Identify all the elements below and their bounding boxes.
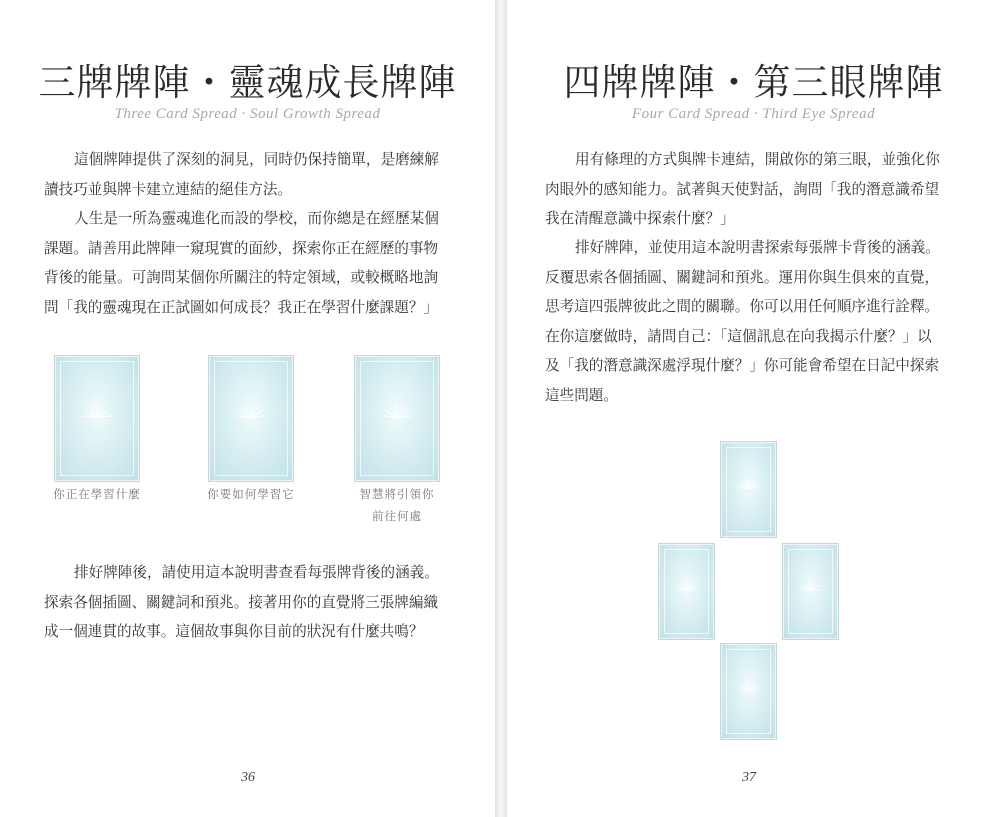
left-page-title: 三牌牌陣・靈魂成長牌陣 <box>38 61 457 104</box>
text-line: 這些問題。 <box>545 386 618 404</box>
left-body-paragraph <box>44 204 454 322</box>
text-line: 探索各個插圖、關鍵詞和預兆。接著用你的直覺將三張牌編織 <box>44 593 439 611</box>
tarot-card-left <box>658 543 715 640</box>
text-line: 背後的能量。可詢問某個你所關注的特定領域，或較概略地詢 <box>44 269 439 286</box>
text-line: 讀技巧並與牌卡建立連結的絕佳方法。 <box>44 180 293 198</box>
left-page-subtitle: Three Card Spread · Soul Growth Spread <box>114 106 381 122</box>
text-line: 我在清醒意識中探索什麼？」 <box>545 210 735 227</box>
sunburst-icon <box>736 478 762 490</box>
tarot-card-3 <box>354 355 440 482</box>
tarot-card-right <box>782 543 839 640</box>
text-line: 排好牌陣，並使用這本說明書探索每張牌卡背後的涵義。 <box>575 239 940 256</box>
right-body-paragraph <box>545 233 957 410</box>
tarot-card-2 <box>208 355 294 482</box>
right-page <box>507 0 1000 817</box>
card-1-caption: 你正在學習什麼 <box>53 487 141 501</box>
text-line: 排好牌陣後，請使用這本說明書查看每張牌背後的涵義。 <box>74 564 439 581</box>
text-line: 問「我的靈魂現在正試圖如何成長？我正在學習什麼課題？」 <box>44 298 439 316</box>
text-line: 肉眼外的感知能力。試著與天使對話，詢問「我的潛意識希望 <box>545 180 940 198</box>
tarot-card-1 <box>54 355 140 482</box>
sunburst-icon <box>674 580 700 592</box>
text-line: 思考這四張牌彼此之間的關聯。你可以用任何順序進行詮釋。 <box>545 298 940 315</box>
left-page <box>0 0 495 817</box>
page-number: 36 <box>241 770 255 785</box>
sunburst-icon <box>798 580 824 592</box>
book-gutter <box>495 0 507 817</box>
card-2-caption: 你要如何學習它 <box>207 487 295 501</box>
tarot-card-top <box>720 441 777 538</box>
right-page-title: 四牌牌陣・第三眼牌陣 <box>563 61 944 104</box>
text-line: 這個牌陣提供了深刻的洞見，同時仍保持簡單，是磨練解 <box>74 151 439 168</box>
text-line: 人生是一所為靈魂進化而設的學校，而你總是在經歷某個 <box>74 210 439 227</box>
sunburst-icon <box>736 680 762 692</box>
text-line: 反覆思索各個插圖、關鍵詞和預兆。運用你與生俱來的直覺， <box>545 268 940 286</box>
sunburst-icon <box>233 403 269 419</box>
text-line: 成一個連貫的故事。這個故事與你目前的狀況有什麼共鳴？ <box>44 623 424 640</box>
card-3-caption: 智慧將引領你 前往何處 <box>359 487 435 523</box>
right-intro-paragraph <box>545 145 957 234</box>
right-page-subtitle: Four Card Spread · Third Eye Spread <box>631 106 876 122</box>
tarot-card-bottom <box>720 643 777 740</box>
left-intro-paragraph <box>44 145 454 204</box>
left-closing-paragraph <box>44 558 454 647</box>
text-line: 課題。請善用此牌陣一窺現實的面紗，探索你正在經歷的事物 <box>44 239 439 257</box>
sunburst-icon <box>79 403 115 419</box>
text-line: 用有條理的方式與牌卡連結，開啟你的第三眼，並強化你 <box>575 151 940 168</box>
sunburst-icon <box>379 403 415 419</box>
text-line: 及「我的潛意識深處浮現什麼？」你可能會希望在日記中探索 <box>545 357 940 374</box>
text-line: 在你這麼做時，請問自己：「這個訊息在向我揭示什麼？」以 <box>545 327 932 345</box>
page-number: 37 <box>742 770 756 785</box>
